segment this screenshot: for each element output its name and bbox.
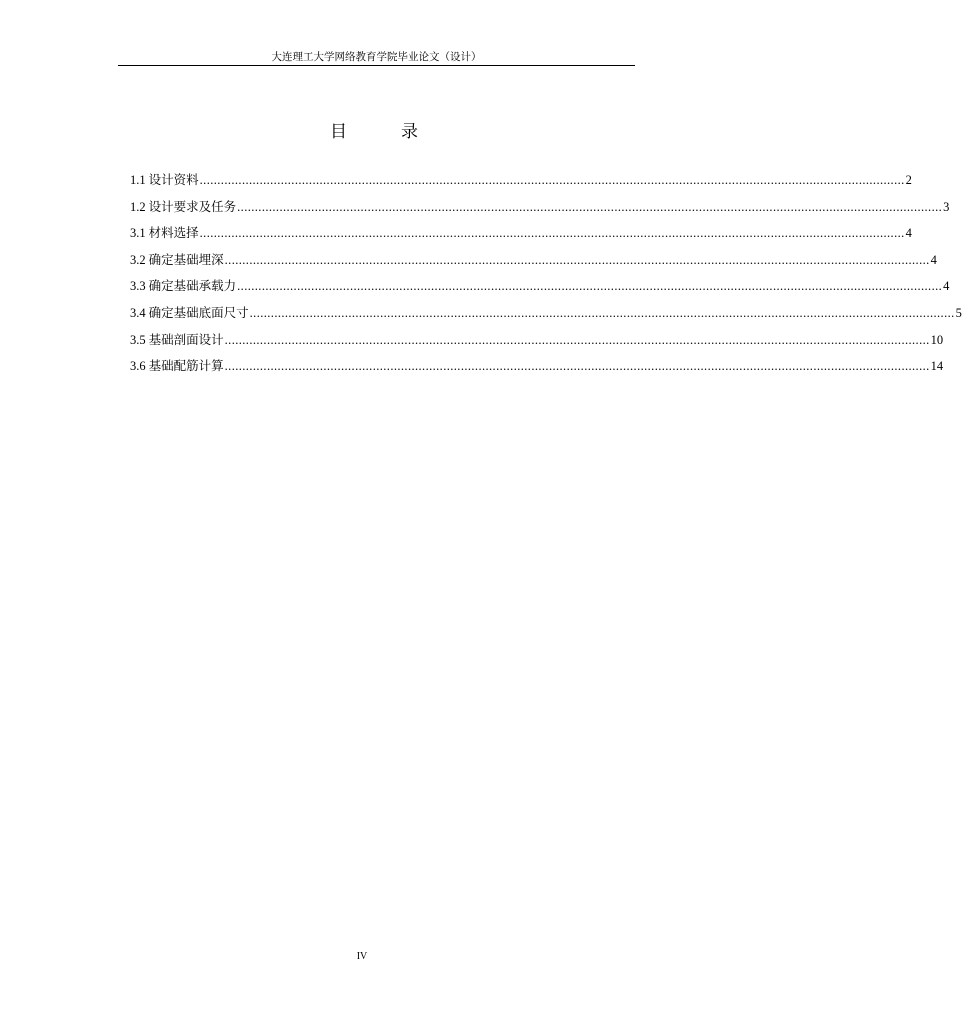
- toc-entry-number: 3.6: [130, 359, 146, 374]
- toc-entry-label: [130, 170, 199, 190]
- toc-entry-page: 14: [930, 359, 944, 374]
- toc-entry-page: 10: [930, 332, 944, 347]
- toc-entry-label: [130, 356, 224, 376]
- toc-entry-label: [130, 303, 249, 323]
- page-header: 大连理工大学网络教育学院毕业论文（设计）: [271, 51, 482, 63]
- dot-leader: ........................................................................................................................................................................................................: [224, 359, 930, 374]
- toc-entry-label: [130, 330, 224, 350]
- toc-entry-number: 3.1: [130, 226, 146, 241]
- dot-leader: ........................................................................................................................................................................................................: [199, 173, 905, 187]
- toc-entry-label: [130, 250, 224, 270]
- toc-entry-page: 2: [905, 173, 912, 187]
- dot-leader: ........................................................................................................................................................................................................: [237, 199, 943, 214]
- dot-leader: ........................................................................................................................................................................................................: [199, 226, 905, 241]
- toc-entry[interactable]: [130, 250, 937, 277]
- toc-entry-page: 4: [930, 252, 937, 267]
- toc-entry[interactable]: [130, 276, 950, 303]
- toc-entry-number: 1.1: [130, 173, 146, 187]
- page-number: IV: [356, 951, 368, 962]
- toc-entry[interactable]: [130, 303, 962, 330]
- toc-entry-title: 基础配筋计算: [148, 358, 224, 374]
- toc-entry-page: 5: [955, 305, 962, 320]
- dot-leader: ........................................................................................................................................................................................................: [249, 305, 955, 320]
- toc-entry-title: 确定基础埋深: [148, 251, 224, 267]
- toc-entry-title: 确定基础承载力: [148, 278, 237, 294]
- toc-entry-title: 确定基础底面尺寸: [148, 304, 249, 320]
- toc-entry-title: 材料选择: [148, 225, 199, 241]
- toc-entry-page: 4: [905, 226, 912, 241]
- toc-entry-number: 3.3: [130, 279, 146, 294]
- dot-leader: ........................................................................................................................................................................................................: [224, 252, 930, 267]
- toc-title-char-2: 录: [401, 122, 418, 142]
- dot-leader: ........................................................................................................................................................................................................: [237, 279, 943, 294]
- toc-entry-page: 3: [943, 199, 950, 214]
- toc-entry-label: [130, 197, 236, 217]
- toc-entry[interactable]: [130, 170, 912, 197]
- toc-entry-label: [130, 223, 199, 243]
- table-of-contents: [130, 170, 962, 383]
- toc-entry-page: 4: [943, 279, 950, 294]
- toc-title-char-1: 目: [330, 122, 347, 142]
- dot-leader: ........................................................................................................................................................................................................: [224, 332, 930, 347]
- toc-entry-number: 1.2: [130, 199, 146, 214]
- toc-entry[interactable]: [130, 223, 912, 250]
- toc-entry-title: 设计资料: [148, 172, 199, 187]
- toc-entry-number: 3.2: [130, 252, 146, 267]
- header-divider: [118, 65, 635, 66]
- toc-entry-number: 3.5: [130, 332, 146, 347]
- toc-entry[interactable]: [130, 197, 950, 224]
- toc-entry[interactable]: [130, 356, 944, 383]
- toc-entry[interactable]: [130, 330, 944, 357]
- toc-entry-label: [130, 276, 236, 296]
- toc-entry-title: 设计要求及任务: [148, 198, 237, 214]
- toc-entry-title: 基础剖面设计: [148, 331, 224, 347]
- toc-entry-number: 3.4: [130, 305, 146, 320]
